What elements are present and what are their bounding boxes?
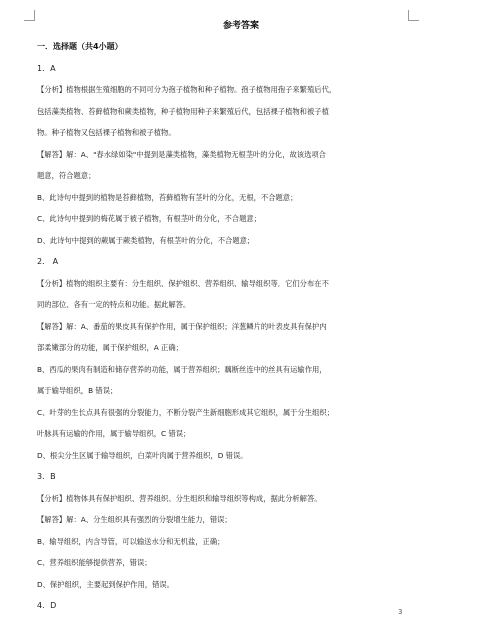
answer-line: B、西瓜的果肉有制造和储存营养的功能，属于营养组织；藕断丝连中的丝具有运输作用， [37,364,327,374]
answer-line: 【分析】植物的组织主要有：分生组织、保护组织、营养组织、输导组织等．它们分布在不 [37,278,329,288]
answer-lines [37,58,412,617]
answer-line: B、输导组织，内含导管，可以输送水分和无机盐，正确； [37,536,225,546]
answer-line: 【解答】解：A、番茄的果皮具有保护作用，属于保护组织；洋葱鳞片的叶表皮具有保护内 [37,321,327,331]
page-number: 3 [398,608,403,616]
answer-line: C、此诗句中提到的梅花属于被子植物，有根茎叶的分化，不合题意； [37,214,261,223]
answer-line: D、此诗句中提到的蕨属于蕨类植物，有根茎叶的分化，不合题意； [37,235,255,245]
answer-line: 【解答】解：A、"春水绿如染"中提到是藻类植物，藻类植物无根茎叶的分化，故该选项合 [37,149,326,159]
answer-line: C、叶芽的生长点具有很强的分裂能力，不断分裂产生新细胞形成其它组织，属于分生组织； [37,407,334,417]
answer-line: 同的部位、各有一定的特点和功能。据此解答。 [37,300,191,309]
answer-line: C、营养组织能够提供营养，错误； [37,558,152,567]
question-number: 3．B [37,472,56,481]
answer-content [37,36,412,617]
answer-line: D、根尖分生区属于输导组织，白菜叶肉属于营养组织，D 错误。 [37,450,248,460]
section-heading: 一．选择题（共4小题） [37,42,123,51]
answer-line: 题意，符合题意； [37,171,96,180]
answer-line: 属于输导组织，B 错误； [37,386,118,395]
page-title: 参考答案 [222,21,259,31]
answer-line: B、此诗句中提到的植物是苔藓植物，苔藓植物有茎叶的分化，无根，不合题意； [37,192,298,202]
question-number: 4．D [37,601,57,610]
answer-line: 包括藻类植物、苔藓植物和蕨类植物，种子植物用种子来繁殖后代，包括裸子植物和被子植 [37,106,329,116]
answer-line: 叶脉具有运输的作用，属于输导组织，C 错误； [37,429,191,438]
question-number: 2． A [37,257,59,266]
answer-line: 【解答】解：A、分生组织具有强烈的分裂增生能力，错误； [37,515,232,524]
answer-line: 部柔嫩部分的功能，属于保护组织，A 正确； [37,343,183,352]
answer-line: 【分析】植物根据生殖细胞的不同可分为孢子植物和种子植物。孢子植物用孢子来繁殖后代， [37,85,337,94]
answer-line: 【分析】植物体具有保护组织、营养组织、分生组织和输导组织等构成，据此分析解答。 [37,493,322,503]
answer-line: D、保护组织，主要起到保护作用，错误。 [37,579,174,589]
question-number: 1．A [37,63,56,73]
answer-line: 物。种子植物又包括裸子植物和被子植物。 [37,128,176,137]
